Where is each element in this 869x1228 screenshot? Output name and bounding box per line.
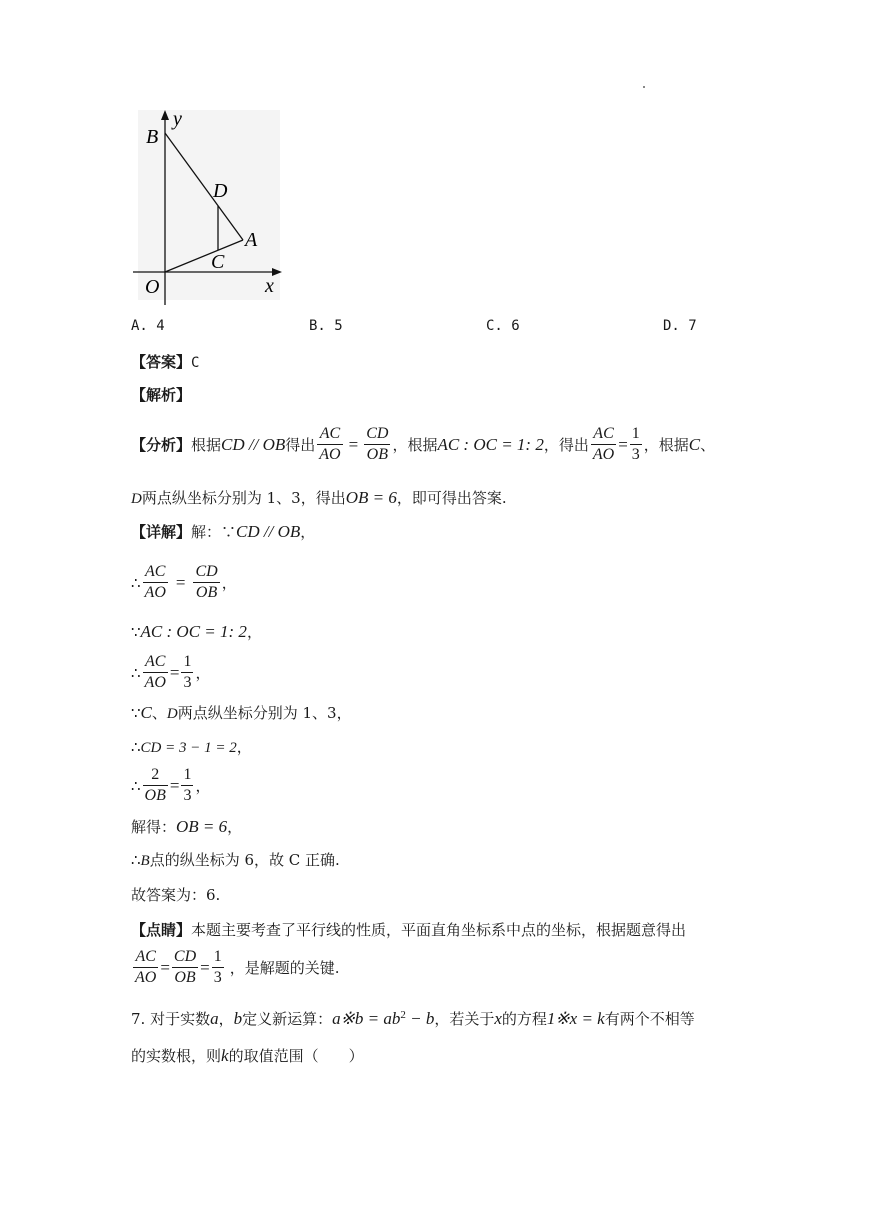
- comment-line-2: [131, 947, 340, 988]
- label-o: O: [145, 276, 160, 298]
- detail-intro-text: 解：∵: [191, 523, 237, 541]
- comment-tag: 【点睛】: [131, 921, 192, 939]
- detail-line-1: [131, 562, 237, 603]
- q7-b: b: [233, 1009, 243, 1028]
- detail-line6-end: ，: [195, 776, 211, 795]
- label-x: x: [265, 275, 274, 297]
- q7-line2-text-2: 的取值范围（ ）: [228, 1047, 364, 1065]
- fenxi-c: C: [688, 434, 701, 454]
- detail-line-6: [131, 765, 210, 806]
- label-d: D: [213, 180, 228, 202]
- q7-op-end: − b: [405, 1009, 435, 1028]
- detail-line-7: [131, 817, 242, 837]
- therefore-8: ∴: [131, 851, 141, 869]
- fenxi-frac-1-3: $\frac{1}{3}$: [631, 425, 640, 463]
- fenxi-d: D: [131, 491, 142, 507]
- comment-eq-1: =: [160, 957, 170, 977]
- option-b[interactable]: B. 5: [309, 318, 343, 334]
- page-mark: [643, 86, 645, 88]
- therefore-1: ∴: [131, 573, 141, 592]
- q7-text-3: 定义新运算：: [242, 1010, 333, 1028]
- comment-text: 本题主要考查了平行线的性质，平面直角坐标系中点的坐标，根据题意得出: [191, 921, 687, 939]
- detail-eq-3: =: [169, 775, 180, 795]
- fenxi-line2-end: ，即可得出答案.: [396, 489, 507, 507]
- fenxi-text-3: ，根据: [392, 435, 438, 454]
- q7-x: x: [494, 1009, 502, 1028]
- fenxi-line-1: [131, 424, 715, 465]
- label-c: C: [211, 251, 225, 273]
- detail-frac-1-3: $\frac{1}{3}$: [183, 653, 192, 691]
- option-d[interactable]: D. 7: [663, 318, 697, 334]
- fenxi-text-6: 、: [700, 435, 716, 454]
- fenxi-text-1: 根据: [191, 435, 222, 454]
- fenxi-eq-2: =: [618, 434, 628, 454]
- detail-b: B: [140, 853, 150, 869]
- fenxi-cd-ob: CD // OB: [221, 434, 286, 454]
- answer-tag: 【答案】: [131, 353, 192, 371]
- comment-frac-cd-ob: $\frac{CD}{OB}$: [173, 948, 197, 986]
- detail-line7-text: 解得：: [131, 818, 177, 836]
- detail-line-5: [131, 737, 252, 758]
- q7-text-6: 有两个不相等: [604, 1010, 695, 1028]
- q7-number: 7.: [131, 1010, 146, 1028]
- fenxi-text-2: 得出: [285, 435, 316, 454]
- q7-text-1: 对于实数: [150, 1010, 211, 1028]
- detail-ob-6: OB = 6: [176, 817, 228, 836]
- q7-a: a: [210, 1009, 219, 1028]
- comment-eq-2: =: [200, 957, 210, 977]
- detail-intro: [131, 522, 315, 542]
- detail-tag: 【详解】: [131, 523, 192, 541]
- detail-frac-ac-ao-2: $\frac{AC}{AO}$: [144, 653, 166, 691]
- question-7-line-1: [131, 1005, 695, 1029]
- fenxi-line2-text: 两点纵坐标分别为 1、3，得出: [141, 489, 346, 507]
- detail-c: C: [140, 703, 152, 722]
- detail-frac-2-ob: $\frac{2}{OB}$: [144, 766, 166, 804]
- label-a: A: [245, 229, 258, 251]
- detail-line4-text: 两点纵坐标分别为 1、3，: [177, 704, 352, 722]
- q7-text-4: ，若关于: [434, 1010, 495, 1028]
- fenxi-text-4: ，得出: [543, 435, 589, 454]
- fenxi-frac-cd-ob: $\frac{CD}{OB}$: [366, 425, 389, 463]
- detail-line-2: [131, 622, 262, 642]
- comment-line-1: [131, 920, 686, 940]
- detail-ratio: AC : OC = 1: 2: [140, 622, 247, 641]
- fenxi-frac-ac-ao: $\frac{AC}{AO}$: [319, 425, 341, 463]
- detail-line-9: 故答案为：6.: [131, 886, 221, 904]
- q7-text-2: ，: [218, 1010, 234, 1028]
- detail-line-4: [131, 703, 352, 724]
- therefore-6: ∴: [131, 776, 141, 795]
- therefore-3: ∴: [131, 663, 141, 682]
- q7-k: k: [221, 1046, 229, 1065]
- detail-frac-cd-ob: $\frac{CD}{OB}$: [195, 563, 218, 601]
- detail-line8-text: 点的纵坐标为 6，故 C 正确.: [149, 851, 340, 869]
- comment-frac-1-3: $\frac{1}{3}$: [213, 948, 222, 986]
- comment-frac-ac-ao: $\frac{AC}{AO}$: [135, 948, 157, 986]
- fenxi-tag: 【分析】: [131, 435, 192, 454]
- since-4: ∵: [131, 704, 141, 722]
- coordinate-figure: [125, 105, 290, 305]
- fenxi-line-2: [131, 488, 507, 509]
- detail-line2-end: ，: [246, 623, 262, 641]
- q7-sup: 2: [400, 1009, 406, 1021]
- answer-value: C: [191, 355, 200, 371]
- question-7-line-2: [131, 1046, 364, 1066]
- analysis-header: 【解析】: [131, 386, 192, 404]
- fenxi-eq: =: [348, 434, 359, 454]
- detail-frac-1-3-b: $\frac{1}{3}$: [183, 766, 192, 804]
- q7-eq: 1※x = k: [546, 1009, 605, 1028]
- label-y: y: [173, 108, 182, 130]
- comment-end: ，是解题的关键.: [229, 958, 340, 977]
- detail-eq-2: =: [169, 662, 180, 682]
- detail-eq: =: [175, 572, 186, 592]
- detail-line-8: [131, 850, 340, 871]
- fenxi-text-5: ，根据: [643, 435, 689, 454]
- option-a[interactable]: A. 4: [131, 318, 165, 334]
- detail-frac-ac-ao: $\frac{AC}{AO}$: [144, 563, 166, 601]
- detail-intro-math: CD // OB: [236, 522, 301, 541]
- label-b: B: [146, 126, 159, 148]
- detail-line7-end: ，: [227, 818, 243, 836]
- detail-cd-value: CD = 3 − 1 = 2: [140, 740, 237, 756]
- detail-line1-end: ，: [221, 573, 237, 592]
- detail-sep: 、: [151, 704, 167, 722]
- q7-text-5: 的方程: [501, 1010, 547, 1028]
- answer-line: [131, 352, 199, 373]
- fenxi-frac-ac-ao-2: $\frac{AC}{AO}$: [592, 425, 615, 463]
- detail-d: D: [166, 706, 178, 722]
- q7-line2-text-1: 的实数根，则: [131, 1047, 222, 1065]
- detail-line-3: [131, 652, 210, 693]
- q7-op: a※b = ab: [332, 1009, 401, 1028]
- fenxi-ob-6: OB = 6: [345, 488, 397, 507]
- detail-line5-end: ，: [236, 738, 252, 756]
- detail-intro-end: ，: [300, 523, 316, 541]
- therefore-5: ∴: [131, 738, 141, 756]
- since-2: ∵: [131, 623, 141, 641]
- detail-line3-end: ，: [195, 663, 211, 682]
- option-c[interactable]: C. 6: [486, 318, 520, 334]
- fenxi-ratio: AC : OC = 1: 2: [437, 434, 544, 454]
